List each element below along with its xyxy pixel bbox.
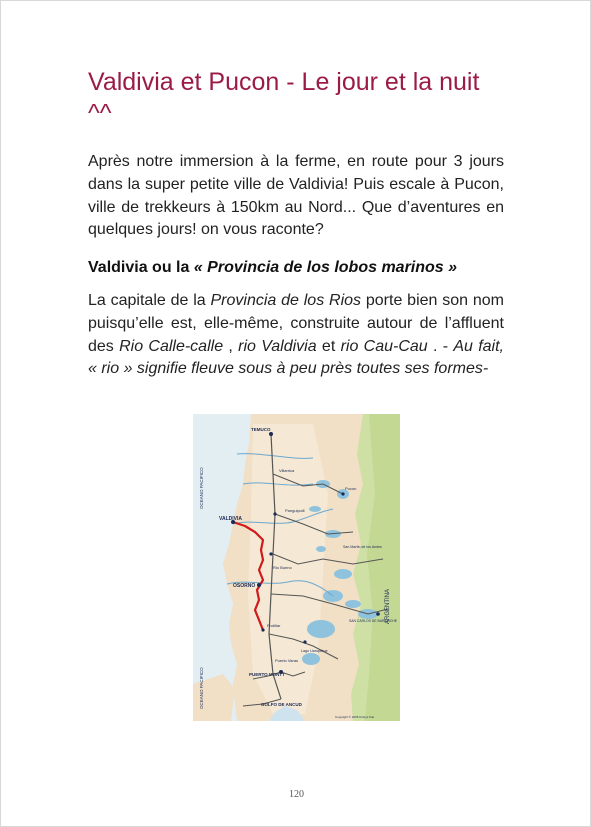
- lago-llanquihue-label: Lago Llanquihue: [301, 649, 328, 653]
- valdivia-paragraph: [88, 290, 504, 381]
- section-heading-italic: « Provincia de los lobos marinos »: [193, 259, 458, 276]
- pucon-label: Pucon: [345, 486, 357, 491]
- ocean-label-bottom: OCEANO PACIFICO: [199, 667, 204, 709]
- ocean-label-top: OCEANO PACIFICO: [199, 467, 204, 509]
- intro-paragraph: Après notre immersion à la ferme, en route pour 3 jours dans la super petite ville de Valdivia! Puis escale à Pucon, ville de trekkeurs à 150km au Nord... Que d’aventures en quelques jours! on vous raconte?: [88, 153, 504, 239]
- san-martin-label: San Martin de los Andes: [343, 545, 382, 549]
- river-name: rio Valdivia: [238, 337, 317, 355]
- region-map-svg: [193, 414, 400, 721]
- puerto-varas-label: Puerto Varas: [275, 658, 299, 663]
- province-name: Provincia de los Rios: [210, 292, 362, 309]
- region-map: [193, 414, 400, 721]
- text-segment: et: [316, 337, 341, 355]
- villarrica-label: Villarrica: [279, 468, 295, 473]
- osorno-label: OSORNO: [233, 583, 256, 589]
- text-segment: . -: [427, 337, 454, 355]
- map-copyright: Copyright © 2005 Kirstys Kite: [335, 715, 375, 719]
- panguipulli-label: Panguipulli: [285, 508, 305, 513]
- page-number: 120: [289, 789, 304, 800]
- frutillar-label: Frutillar: [267, 623, 281, 628]
- golfo-label: GOLFO DE ANCUD: [261, 702, 302, 707]
- section-heading: [88, 257, 504, 279]
- text-segment: porte bien son nom puisqu’elle est, elle-même, construite autour de l’affluent des: [88, 292, 504, 355]
- rio-bueno-label: Rio Bueno: [273, 565, 292, 570]
- river-name: rio Cau-Cau: [340, 337, 428, 355]
- text-segment: La capitale de la: [88, 292, 211, 309]
- river-name: Rio Calle-calle: [119, 337, 224, 355]
- puerto-montt-label: PUERTO MONTT: [249, 672, 285, 677]
- temuco-label: TEMUCO: [251, 427, 271, 432]
- section-heading-prefix: Valdivia ou la: [88, 259, 194, 276]
- argentina-label: ARGENTINA: [385, 588, 391, 624]
- bariloche-label: SAN CARLOS DE BARILOCHE: [349, 619, 398, 623]
- valdivia-label: VALDIVIA: [219, 516, 242, 522]
- page-title: Valdivia et Pucon - Le jour et la nuit ^^: [88, 68, 480, 127]
- rio-note: Au fait, « rio » signifie fleuve sous à peu près toutes ses formes-: [88, 337, 504, 378]
- text-segment: ,: [223, 337, 239, 355]
